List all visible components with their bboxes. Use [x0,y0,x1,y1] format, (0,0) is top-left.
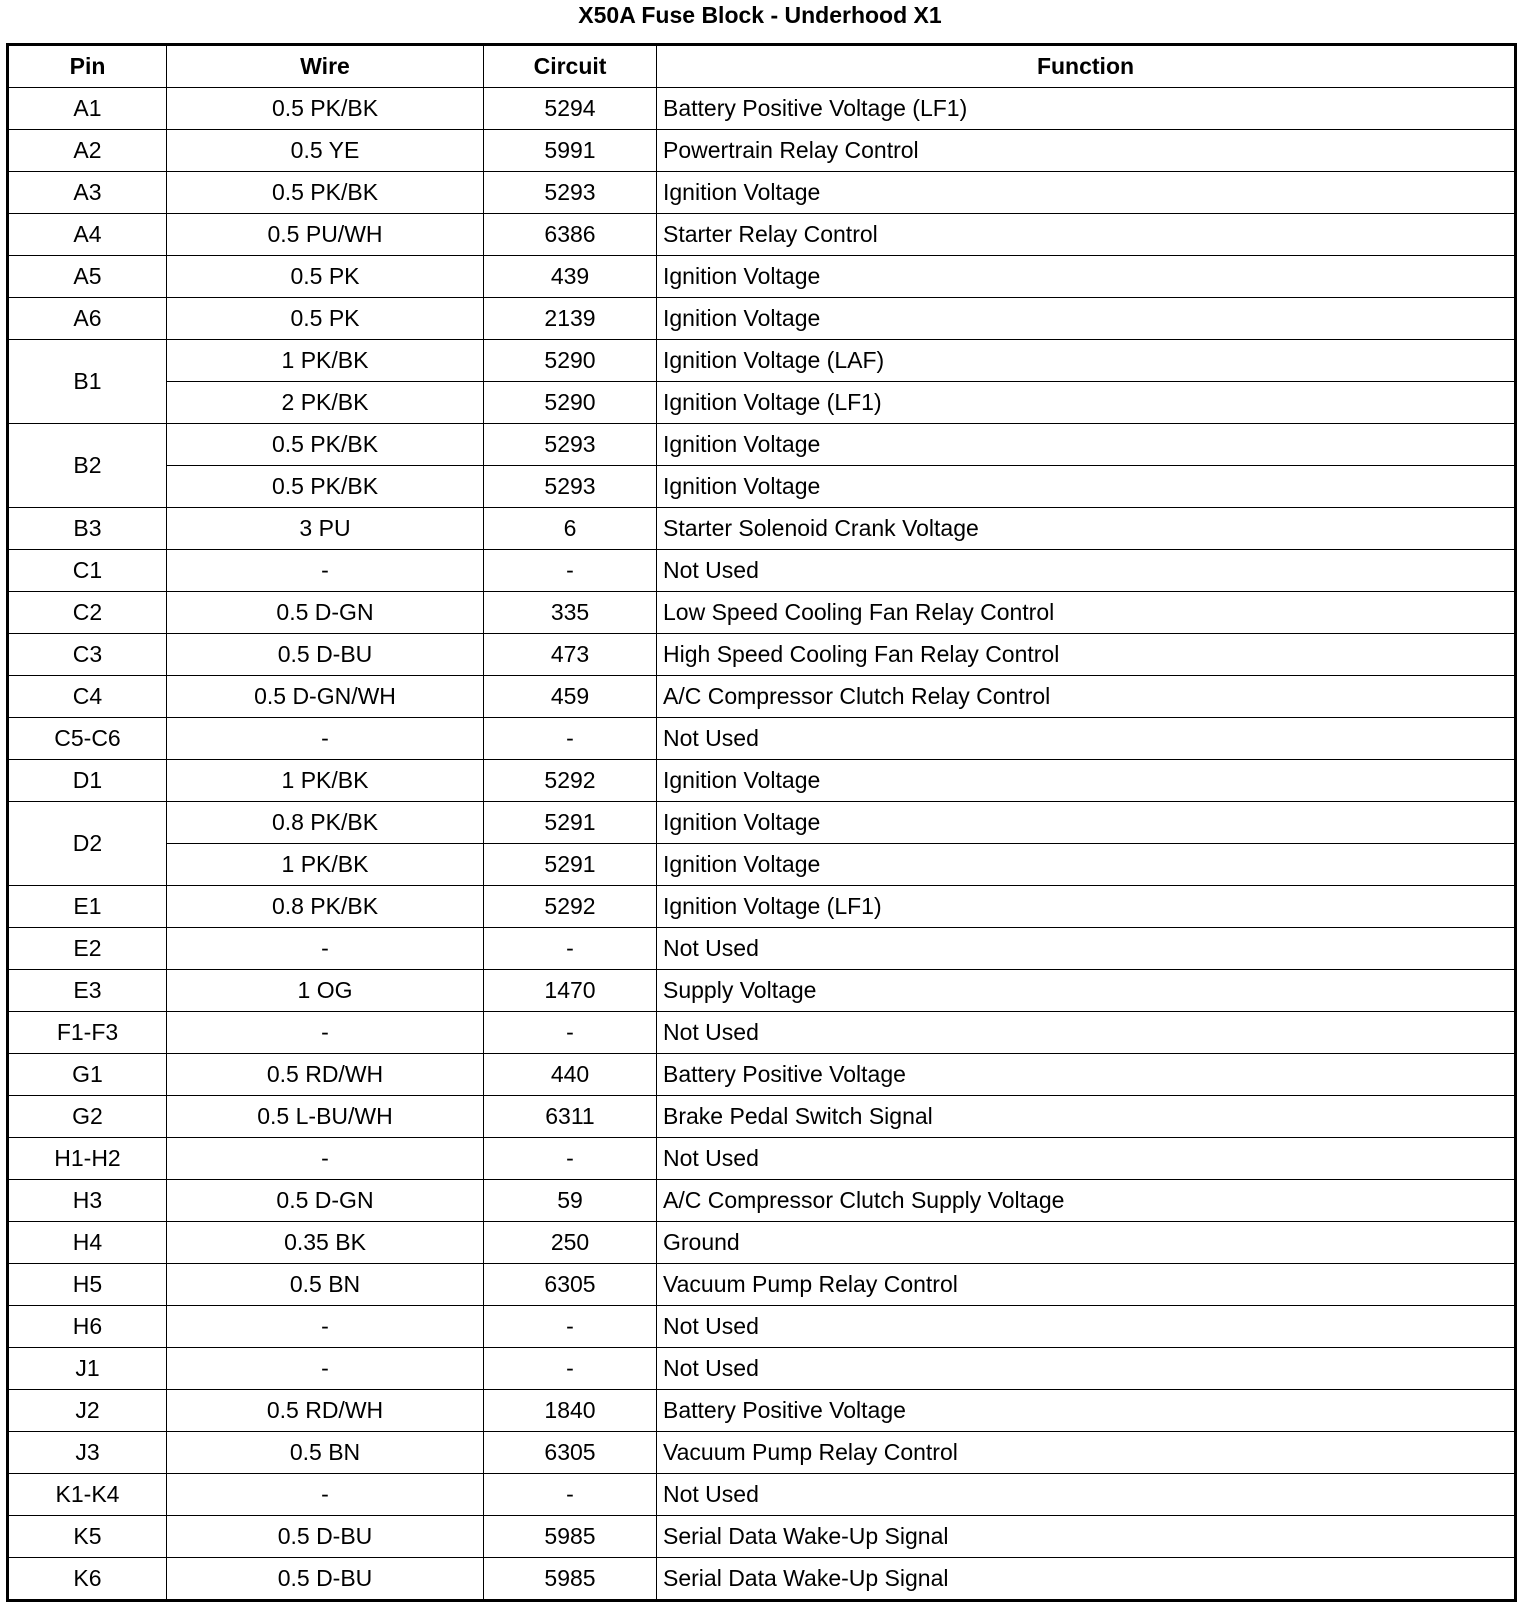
function-cell: Low Speed Cooling Fan Relay Control [657,592,1516,634]
pin-cell: E2 [8,928,167,970]
function-cell: Battery Positive Voltage [657,1390,1516,1432]
wire-cell: 0.5 PK/BK [167,88,484,130]
header-circuit: Circuit [484,45,657,88]
wire-cell: 0.5 L-BU/WH [167,1096,484,1138]
table-row [8,88,1516,130]
table-row [8,970,1516,1012]
table-header [8,45,1516,88]
pin-cell: A5 [8,256,167,298]
circuit-cell: - [484,1474,657,1516]
pin-cell: K1-K4 [8,1474,167,1516]
circuit-cell: - [484,550,657,592]
table-row [8,1558,1516,1601]
circuit-cell: 1470 [484,970,657,1012]
wire-cell: 0.5 BN [167,1264,484,1306]
function-cell: Powertrain Relay Control [657,130,1516,172]
document-title: X50A Fuse Block - Underhood X1 [578,2,942,28]
function-cell: Ignition Voltage [657,760,1516,802]
pin-cell: E3 [8,970,167,1012]
wire-cell: 1 PK/BK [167,844,484,886]
circuit-cell: 439 [484,256,657,298]
function-cell: Ignition Voltage [657,424,1516,466]
pin-cell: A3 [8,172,167,214]
function-cell: Ignition Voltage [657,802,1516,844]
circuit-cell: 440 [484,1054,657,1096]
pin-cell: A6 [8,298,167,340]
table-row [8,802,1516,844]
wire-cell: 0.8 PK/BK [167,802,484,844]
function-cell: Serial Data Wake-Up Signal [657,1558,1516,1601]
table-row [8,760,1516,802]
function-cell: Brake Pedal Switch Signal [657,1096,1516,1138]
table-row [8,886,1516,928]
pin-cell: H6 [8,1306,167,1348]
circuit-cell: 5294 [484,88,657,130]
pin-cell: H1-H2 [8,1138,167,1180]
function-cell: Not Used [657,718,1516,760]
wire-cell: - [167,550,484,592]
pin-cell: B2 [8,424,167,508]
function-cell: Vacuum Pump Relay Control [657,1264,1516,1306]
wire-cell: 2 PK/BK [167,382,484,424]
table-row [8,340,1516,382]
circuit-cell: 5292 [484,886,657,928]
table-row [8,1474,1516,1516]
circuit-cell: 2139 [484,298,657,340]
wire-cell: 0.5 PU/WH [167,214,484,256]
wire-cell: 0.5 PK [167,298,484,340]
table-row [8,1180,1516,1222]
circuit-cell: 5291 [484,802,657,844]
circuit-cell: - [484,718,657,760]
wire-cell: - [167,1474,484,1516]
function-cell: Ignition Voltage [657,298,1516,340]
circuit-cell: 473 [484,634,657,676]
function-cell: Not Used [657,1138,1516,1180]
header-pin: Pin [8,45,167,88]
pin-cell: B1 [8,340,167,424]
circuit-cell: 5293 [484,466,657,508]
circuit-cell: 1840 [484,1390,657,1432]
table-row [8,1516,1516,1558]
circuit-cell: 459 [484,676,657,718]
pin-cell: K6 [8,1558,167,1601]
circuit-cell: 6311 [484,1096,657,1138]
wire-cell: 1 OG [167,970,484,1012]
function-cell: Vacuum Pump Relay Control [657,1432,1516,1474]
wire-cell: 0.8 PK/BK [167,886,484,928]
wire-cell: 0.5 D-BU [167,634,484,676]
table-row [8,676,1516,718]
pin-cell: D2 [8,802,167,886]
wire-cell: - [167,718,484,760]
function-cell: Ignition Voltage [657,172,1516,214]
table-row [8,508,1516,550]
function-cell: A/C Compressor Clutch Supply Voltage [657,1180,1516,1222]
pin-cell: A1 [8,88,167,130]
pin-cell: C2 [8,592,167,634]
pin-cell: D1 [8,760,167,802]
function-cell: Ignition Voltage [657,256,1516,298]
table-row [8,1432,1516,1474]
circuit-cell: 6305 [484,1432,657,1474]
pin-cell: K5 [8,1516,167,1558]
table-row [8,1264,1516,1306]
circuit-cell: - [484,1012,657,1054]
pin-cell: E1 [8,886,167,928]
table-row [8,214,1516,256]
pin-cell: J3 [8,1432,167,1474]
table-row [8,1012,1516,1054]
pin-cell: G1 [8,1054,167,1096]
function-cell: Not Used [657,1474,1516,1516]
function-cell: Ignition Voltage [657,844,1516,886]
pin-cell: F1-F3 [8,1012,167,1054]
table-row [8,1138,1516,1180]
function-cell: A/C Compressor Clutch Relay Control [657,676,1516,718]
wire-cell: 3 PU [167,508,484,550]
wire-cell: 0.5 RD/WH [167,1390,484,1432]
circuit-cell: 5290 [484,382,657,424]
function-cell: Supply Voltage [657,970,1516,1012]
pin-cell: C1 [8,550,167,592]
wire-cell: - [167,1138,484,1180]
table-row [8,466,1516,508]
circuit-cell: 5293 [484,424,657,466]
function-cell: Ignition Voltage (LF1) [657,886,1516,928]
wire-cell: 0.5 D-GN [167,592,484,634]
function-cell: Ignition Voltage (LAF) [657,340,1516,382]
circuit-cell: 5985 [484,1558,657,1601]
function-cell: Not Used [657,1306,1516,1348]
circuit-cell: 250 [484,1222,657,1264]
table-row [8,844,1516,886]
table-row [8,172,1516,214]
function-cell: Serial Data Wake-Up Signal [657,1516,1516,1558]
wire-cell: 1 PK/BK [167,760,484,802]
circuit-cell: 59 [484,1180,657,1222]
wire-cell: 0.5 PK [167,256,484,298]
wire-cell: 1 PK/BK [167,340,484,382]
circuit-cell: 5293 [484,172,657,214]
table-body [8,88,1516,1601]
header-row [8,45,1516,88]
wire-cell: 0.5 BN [167,1432,484,1474]
wire-cell: 0.5 RD/WH [167,1054,484,1096]
function-cell: Battery Positive Voltage (LF1) [657,88,1516,130]
table-row [8,1348,1516,1390]
circuit-cell: - [484,1138,657,1180]
function-cell: Ignition Voltage [657,466,1516,508]
table-row [8,1222,1516,1264]
circuit-cell: - [484,1348,657,1390]
function-cell: Battery Positive Voltage [657,1054,1516,1096]
function-cell: Ignition Voltage (LF1) [657,382,1516,424]
circuit-cell: 5991 [484,130,657,172]
function-cell: Starter Solenoid Crank Voltage [657,508,1516,550]
pin-cell: H4 [8,1222,167,1264]
circuit-cell: 5292 [484,760,657,802]
circuit-cell: 5290 [484,340,657,382]
wire-cell: - [167,1306,484,1348]
table-row [8,1054,1516,1096]
wire-cell: 0.5 PK/BK [167,424,484,466]
pin-cell: C4 [8,676,167,718]
pin-cell: A2 [8,130,167,172]
circuit-cell: 6305 [484,1264,657,1306]
circuit-cell: 5985 [484,1516,657,1558]
wire-cell: 0.5 YE [167,130,484,172]
table-row [8,130,1516,172]
table-row [8,256,1516,298]
table-row [8,298,1516,340]
pin-cell: A4 [8,214,167,256]
function-cell: Ground [657,1222,1516,1264]
table-row [8,592,1516,634]
wire-cell: 0.5 D-GN [167,1180,484,1222]
circuit-cell: 6 [484,508,657,550]
function-cell: Not Used [657,1348,1516,1390]
table-row [8,634,1516,676]
wire-cell: 0.5 D-BU [167,1516,484,1558]
pin-cell: J2 [8,1390,167,1432]
pin-cell: J1 [8,1348,167,1390]
wire-cell: - [167,928,484,970]
wire-cell: 0.5 D-BU [167,1558,484,1601]
table-row [8,550,1516,592]
header-function: Function [657,45,1516,88]
circuit-cell: - [484,928,657,970]
table-row [8,1390,1516,1432]
function-cell: High Speed Cooling Fan Relay Control [657,634,1516,676]
wire-cell: 0.35 BK [167,1222,484,1264]
pin-cell: C5-C6 [8,718,167,760]
circuit-cell: 5291 [484,844,657,886]
wire-cell: 0.5 PK/BK [167,466,484,508]
circuit-cell: 335 [484,592,657,634]
table-row [8,424,1516,466]
function-cell: Not Used [657,1012,1516,1054]
table-row [8,928,1516,970]
table-row [8,1306,1516,1348]
table-row [8,1096,1516,1138]
function-cell: Starter Relay Control [657,214,1516,256]
connector-pinout-table [6,43,1517,1602]
function-cell: Not Used [657,550,1516,592]
circuit-cell: 6386 [484,214,657,256]
circuit-cell: - [484,1306,657,1348]
wire-cell: - [167,1012,484,1054]
wire-cell: - [167,1348,484,1390]
wire-cell: 0.5 PK/BK [167,172,484,214]
table-row [8,382,1516,424]
pin-cell: C3 [8,634,167,676]
header-wire: Wire [167,45,484,88]
wire-cell: 0.5 D-GN/WH [167,676,484,718]
pin-cell: H3 [8,1180,167,1222]
pin-cell: H5 [8,1264,167,1306]
function-cell: Not Used [657,928,1516,970]
pin-cell: B3 [8,508,167,550]
pin-cell: G2 [8,1096,167,1138]
table-row [8,718,1516,760]
